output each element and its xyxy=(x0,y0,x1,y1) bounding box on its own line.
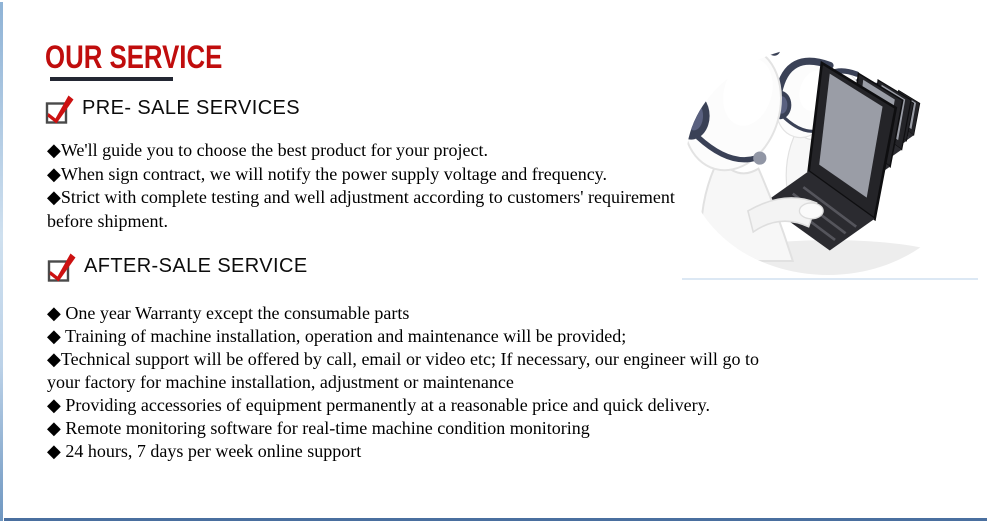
after-sale-bullet-list xyxy=(47,302,759,463)
page-title: OUR SERVICE xyxy=(45,40,223,76)
list-item: ◆We'll guide you to choose the best product for your project. xyxy=(47,140,489,160)
section-heading-label: PRE- SALE SERVICES xyxy=(82,97,301,119)
list-item: ◆Strict with complete testing and well adjustment according to customers' requirement before shipment. xyxy=(47,187,684,231)
section-heading-pre-sale xyxy=(45,92,300,125)
checked-checkbox-icon xyxy=(47,250,77,283)
section-heading-after-sale xyxy=(47,250,308,283)
pre-sale-bullet-list xyxy=(47,139,695,233)
illustration-baseline xyxy=(682,278,978,280)
list-item: ◆ One year Warranty except the consumable parts xyxy=(47,303,410,323)
checked-checkbox-icon xyxy=(45,92,75,125)
circular-photo-frame xyxy=(680,42,982,284)
support-team-illustration xyxy=(680,42,982,284)
list-item: ◆ Providing accessories of equipment permanently at a reasonable price and quick delivery. xyxy=(47,395,710,415)
list-item: ◆ 24 hours, 7 days per week online support xyxy=(47,441,362,461)
section-heading-label: AFTER-SALE SERVICE xyxy=(84,255,308,277)
list-item: ◆ Training of machine installation, operation and maintenance will be provided; xyxy=(47,326,627,346)
list-item: ◆Technical support will be offered by call, email or video etc; If necessary, our engineer will go to your factory for machine installation, adjustment or maintenance xyxy=(47,349,759,392)
title-underline xyxy=(50,77,173,81)
list-item: ◆When sign contract, we will notify the power supply voltage and frequency. xyxy=(47,163,608,184)
left-border-line xyxy=(0,2,3,521)
list-item: ◆ Remote monitoring software for real-time machine condition monitoring xyxy=(47,418,590,438)
